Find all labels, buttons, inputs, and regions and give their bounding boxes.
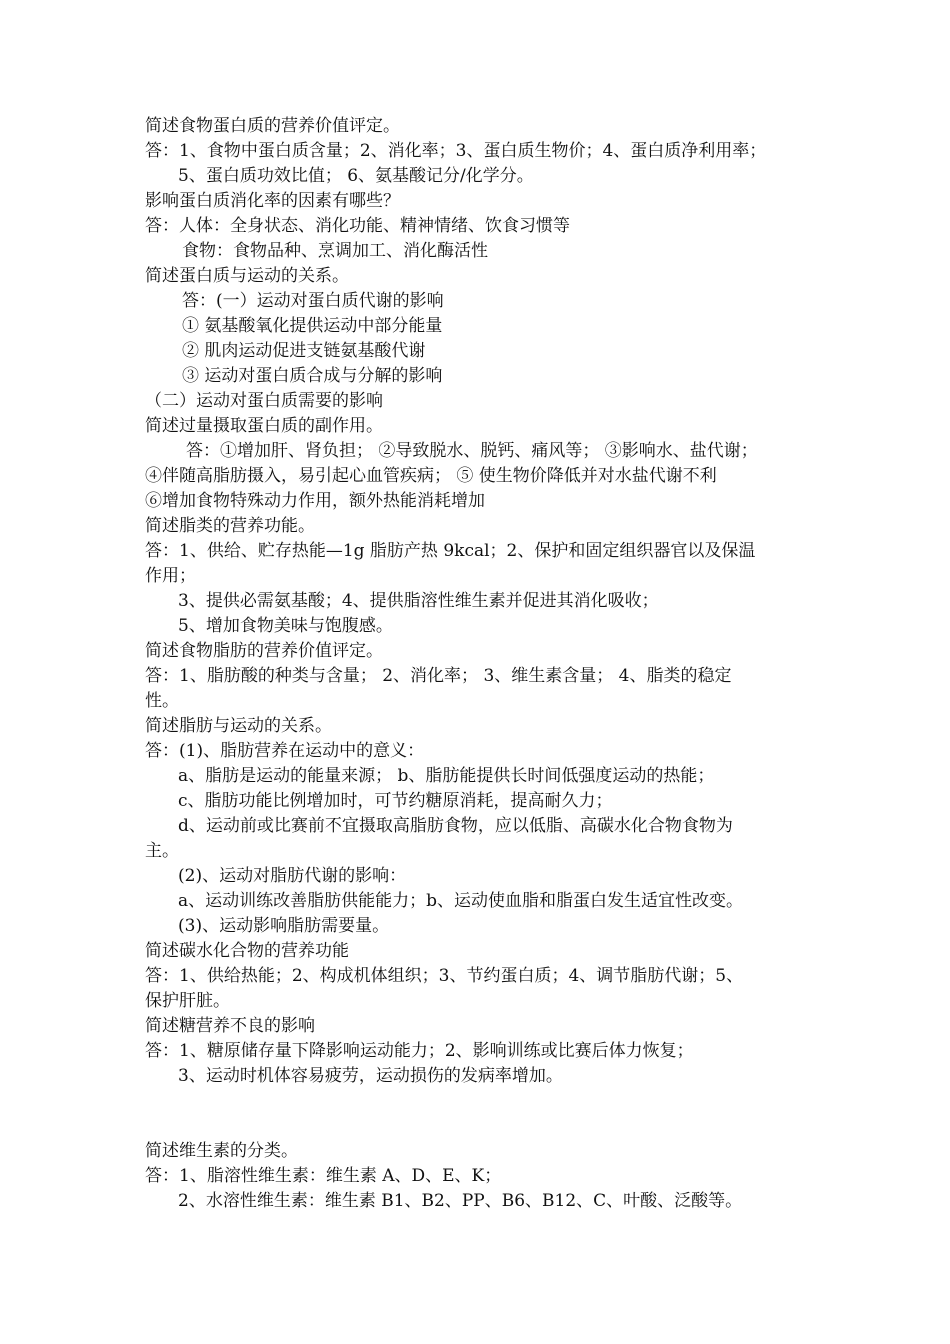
answer-line: 2、水溶性维生素：维生素 B1、B2、PP、B6、B12、C、叶酸、泛酸等。: [178, 1191, 743, 1211]
answer-line: ⑥增加食物特殊动力作用，额外热能消耗增加: [145, 491, 485, 511]
answer-line: ④伴随高脂肪摄入，易引起心血管疾病； ⑤ 使生物价降低并对水盐代谢不利: [145, 466, 717, 486]
list-item: ① 氨基酸氧化提供运动中部分能量: [182, 316, 443, 336]
answer-line: 答：(1)、脂肪营养在运动中的意义：: [145, 741, 425, 761]
question-protein-excess: 简述过量摄取蛋白质的副作用。: [145, 416, 383, 436]
question-lipid-function: 简述脂类的营养功能。: [145, 516, 315, 536]
question-fat-value: 简述食物脂肪的营养价值评定。: [145, 641, 383, 661]
question-protein-exercise: 简述蛋白质与运动的关系。: [145, 266, 349, 286]
answer-line: d、运动前或比赛前不宜摄取高脂肪食物，应以低脂、高碳水化合物食物为: [178, 816, 733, 836]
answer-line: 性。: [145, 691, 179, 711]
answer-line: （二）运动对蛋白质需要的影响: [145, 391, 383, 411]
answer-line: 答：1、供给热能；2、构成机体组织；3、节约蛋白质；4、调节脂肪代谢；5、: [145, 966, 744, 986]
answer-line: c、脂肪功能比例增加时，可节约糖原消耗，提高耐久力；: [178, 791, 613, 811]
question-sugar-malnutrition: 简述糖营养不良的影响: [145, 1016, 315, 1036]
answer-line: 保护肝脏。: [145, 991, 230, 1011]
answer-line: 答：人体：全身状态、消化功能、精神情绪、饮食习惯等: [145, 216, 570, 236]
answer-line: 3、运动时机体容易疲劳，运动损伤的发病率增加。: [178, 1066, 563, 1086]
answer-line: 答：(一）运动对蛋白质代谢的影响: [182, 291, 444, 311]
answer-line: 答：1、脂肪酸的种类与含量； 2、消化率； 3、维生素含量； 4、脂类的稳定: [145, 666, 732, 686]
question-vitamin-classification: 简述维生素的分类。: [145, 1141, 298, 1161]
answer-line: 主。: [145, 841, 179, 861]
answer-line: (2)、运动对脂肪代谢的影响：: [178, 866, 407, 886]
answer-line: 答：1、食物中蛋白质含量；2、消化率；3、蛋白质生物价；4、蛋白质净利用率；: [145, 141, 767, 161]
list-item: ③ 运动对蛋白质合成与分解的影响: [182, 366, 443, 386]
answer-line: 答：①增加肝、肾负担； ②导致脱水、脱钙、痛风等； ③影响水、盐代谢；: [186, 441, 758, 461]
question-fat-exercise: 简述脂肪与运动的关系。: [145, 716, 332, 736]
question-digestibility: 影响蛋白质消化率的因素有哪些？: [145, 191, 400, 211]
answer-line: 5、增加食物美味与饱腹感。: [178, 616, 393, 636]
answer-line: a、脂肪是运动的能量来源； b、脂肪能提供长时间低强度运动的热能；: [178, 766, 715, 786]
answer-line: 答：1、糖原储存量下降影响运动能力；2、影响训练或比赛后体力恢复；: [145, 1041, 694, 1061]
answer-line: 答：1、供给、贮存热能—1g 脂肪产热 9kcal；2、保护和固定组织器官以及保温: [145, 541, 756, 561]
list-item: ② 肌肉运动促进支链氨基酸代谢: [182, 341, 426, 361]
answer-line: 作用；: [145, 566, 196, 586]
answer-line: 3、提供必需氨基酸；4、提供脂溶性维生素并促进其消化吸收；: [178, 591, 659, 611]
answer-line: 答：1、脂溶性维生素：维生素 A、D、E、K；: [145, 1166, 502, 1186]
answer-line: 5、蛋白质功效比值； 6、氨基酸记分/化学分。: [178, 166, 534, 186]
answer-line: 食物：食物品种、烹调加工、消化酶活性: [182, 241, 488, 261]
answer-line: a、运动训练改善脂肪供能能力；b、运动使血脂和脂蛋白发生适宜性改变。: [178, 891, 744, 911]
question-protein-value: 简述食物蛋白质的营养价值评定。: [145, 116, 400, 136]
question-carbohydrate-function: 简述碳水化合物的营养功能: [145, 941, 349, 961]
answer-line: (3)、运动影响脂肪需要量。: [178, 916, 390, 936]
